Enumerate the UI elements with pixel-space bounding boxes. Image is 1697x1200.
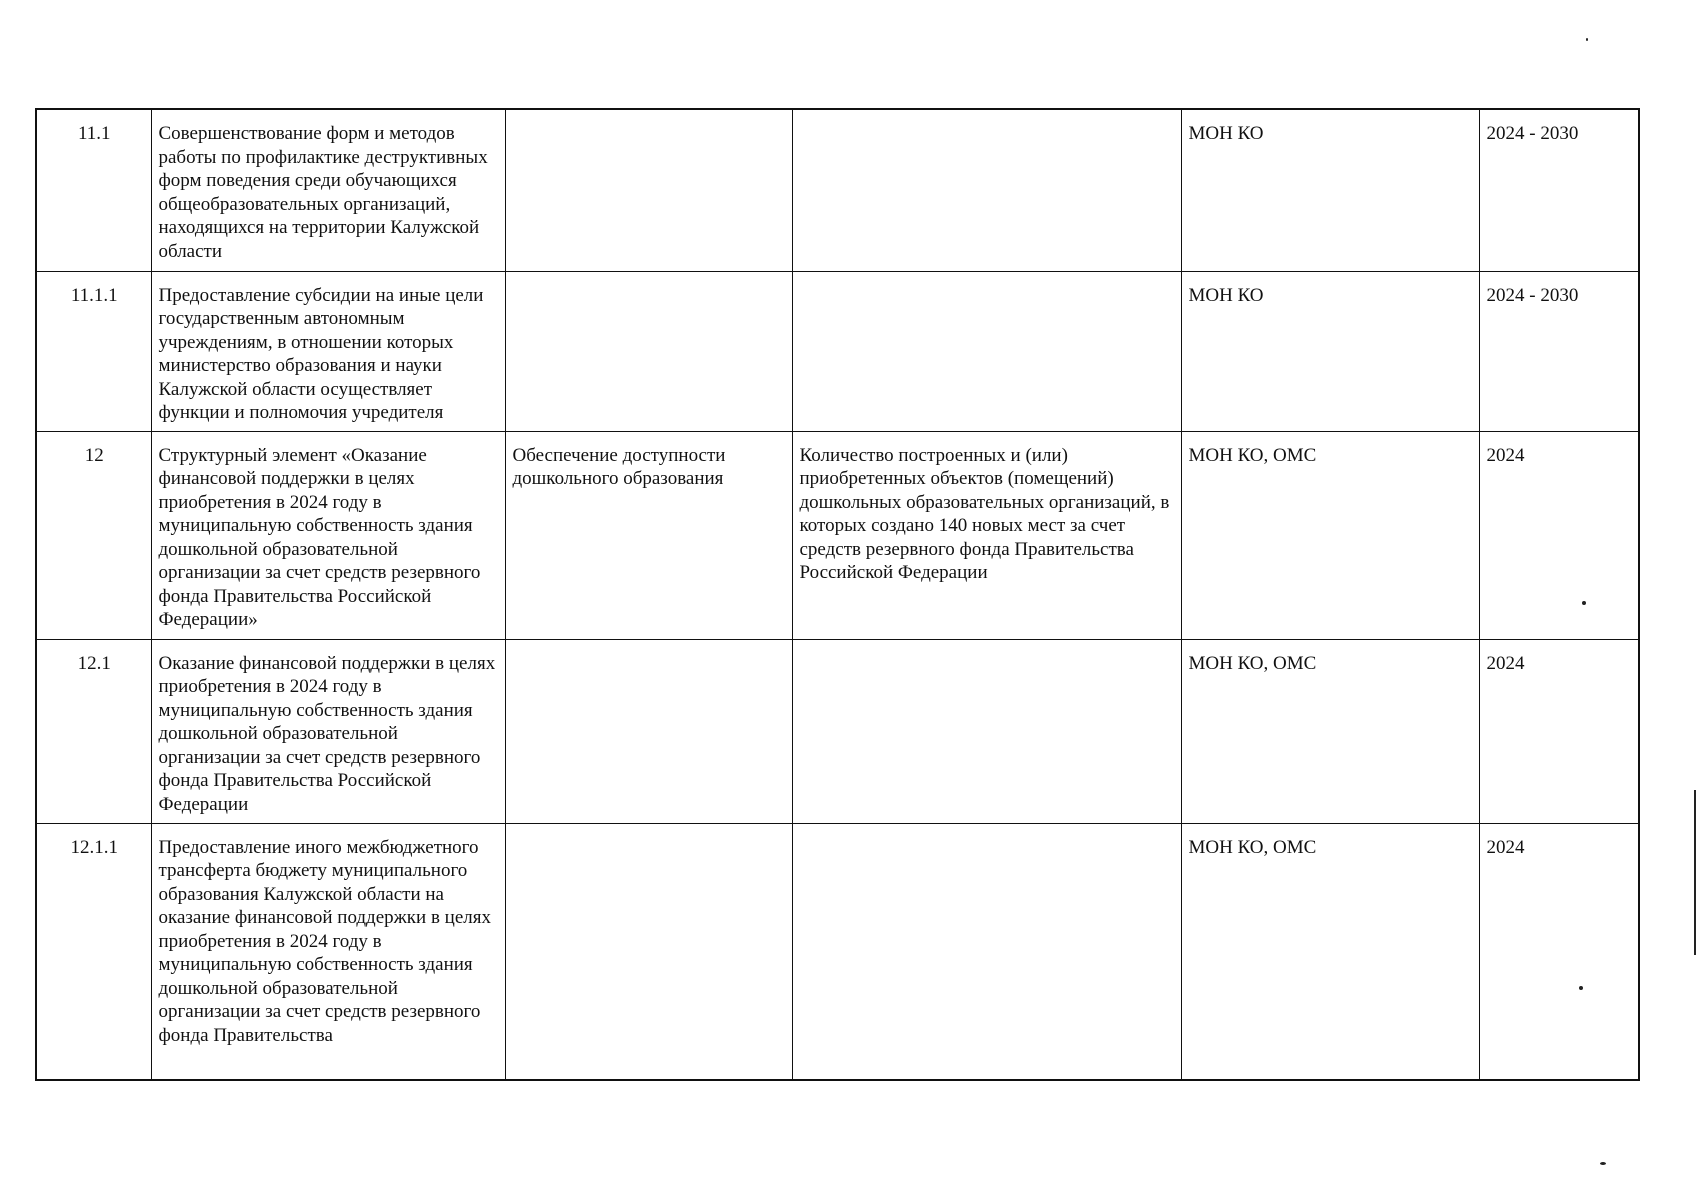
row-number-cell: 11.1.1 [36, 271, 151, 431]
row-number-cell: 12 [36, 431, 151, 639]
scan-speck [1586, 38, 1588, 41]
plan-table [35, 108, 1640, 1081]
scan-edge-mark [1694, 790, 1696, 955]
period-cell: 2024 [1479, 639, 1639, 823]
task-cell [505, 271, 792, 431]
measure-name-cell: Оказание финансовой поддержки в целях приобретения в 2024 году в муниципальную собственность здания дошкольной образовательной организации за счет средств резервного фонда Правительства Российской Федерации [151, 639, 505, 823]
table-row [36, 109, 1639, 271]
result-cell [792, 639, 1181, 823]
table-row [36, 823, 1639, 1080]
period-cell: 2024 [1479, 431, 1639, 639]
period-cell: 2024 - 2030 [1479, 271, 1639, 431]
table-row [36, 431, 1639, 639]
measure-name-cell: Предоставление субсидии на иные цели государственным автономным учреждениям, в отношении которых министерство образования и науки Калужской области осуществляет функции и полномочия учредителя [151, 271, 505, 431]
responsible-cell: МОН КО, ОМС [1181, 431, 1479, 639]
task-cell [505, 823, 792, 1080]
document-page [35, 108, 1638, 1081]
period-cell: 2024 [1479, 823, 1639, 1080]
result-cell [792, 271, 1181, 431]
responsible-cell: МОН КО [1181, 271, 1479, 431]
period-cell: 2024 - 2030 [1479, 109, 1639, 271]
task-cell [505, 109, 792, 271]
responsible-cell: МОН КО, ОМС [1181, 823, 1479, 1080]
scan-speck [1600, 1162, 1606, 1165]
row-number-cell: 12.1 [36, 639, 151, 823]
responsible-cell: МОН КО, ОМС [1181, 639, 1479, 823]
table-row [36, 271, 1639, 431]
result-cell [792, 823, 1181, 1080]
measure-name-cell: Совершенствование форм и методов работы по профилактике деструктивных форм поведения среди обучающихся общеобразовательных организаций, находящихся на территории Калужской области [151, 109, 505, 271]
responsible-cell: МОН КО [1181, 109, 1479, 271]
result-cell: Количество построенных и (или) приобретенных объектов (помещений) дошкольных образовательных организаций, в которых создано 140 новых мест за счет средств резервного фонда Правительства Российской Федерации [792, 431, 1181, 639]
task-cell: Обеспечение доступности дошкольного образования [505, 431, 792, 639]
row-number-cell: 12.1.1 [36, 823, 151, 1080]
measure-name-cell: Предоставление иного межбюджетного трансферта бюджету муниципального образования Калужской области на оказание финансовой поддержки в целях приобретения в 2024 году в муниципальную собственность здания дошкольной образовательной организации за счет средств резервного фонда Правительства [151, 823, 505, 1080]
result-cell [792, 109, 1181, 271]
table-row [36, 639, 1639, 823]
measure-name-cell: Структурный элемент «Оказание финансовой поддержки в целях приобретения в 2024 году в муниципальную собственность здания дошкольной образовательной организации за счет средств резервного фонда Правительства Российской Федерации» [151, 431, 505, 639]
row-number-cell: 11.1 [36, 109, 151, 271]
scan-speck [1582, 601, 1586, 605]
scan-speck [1579, 986, 1583, 990]
task-cell [505, 639, 792, 823]
